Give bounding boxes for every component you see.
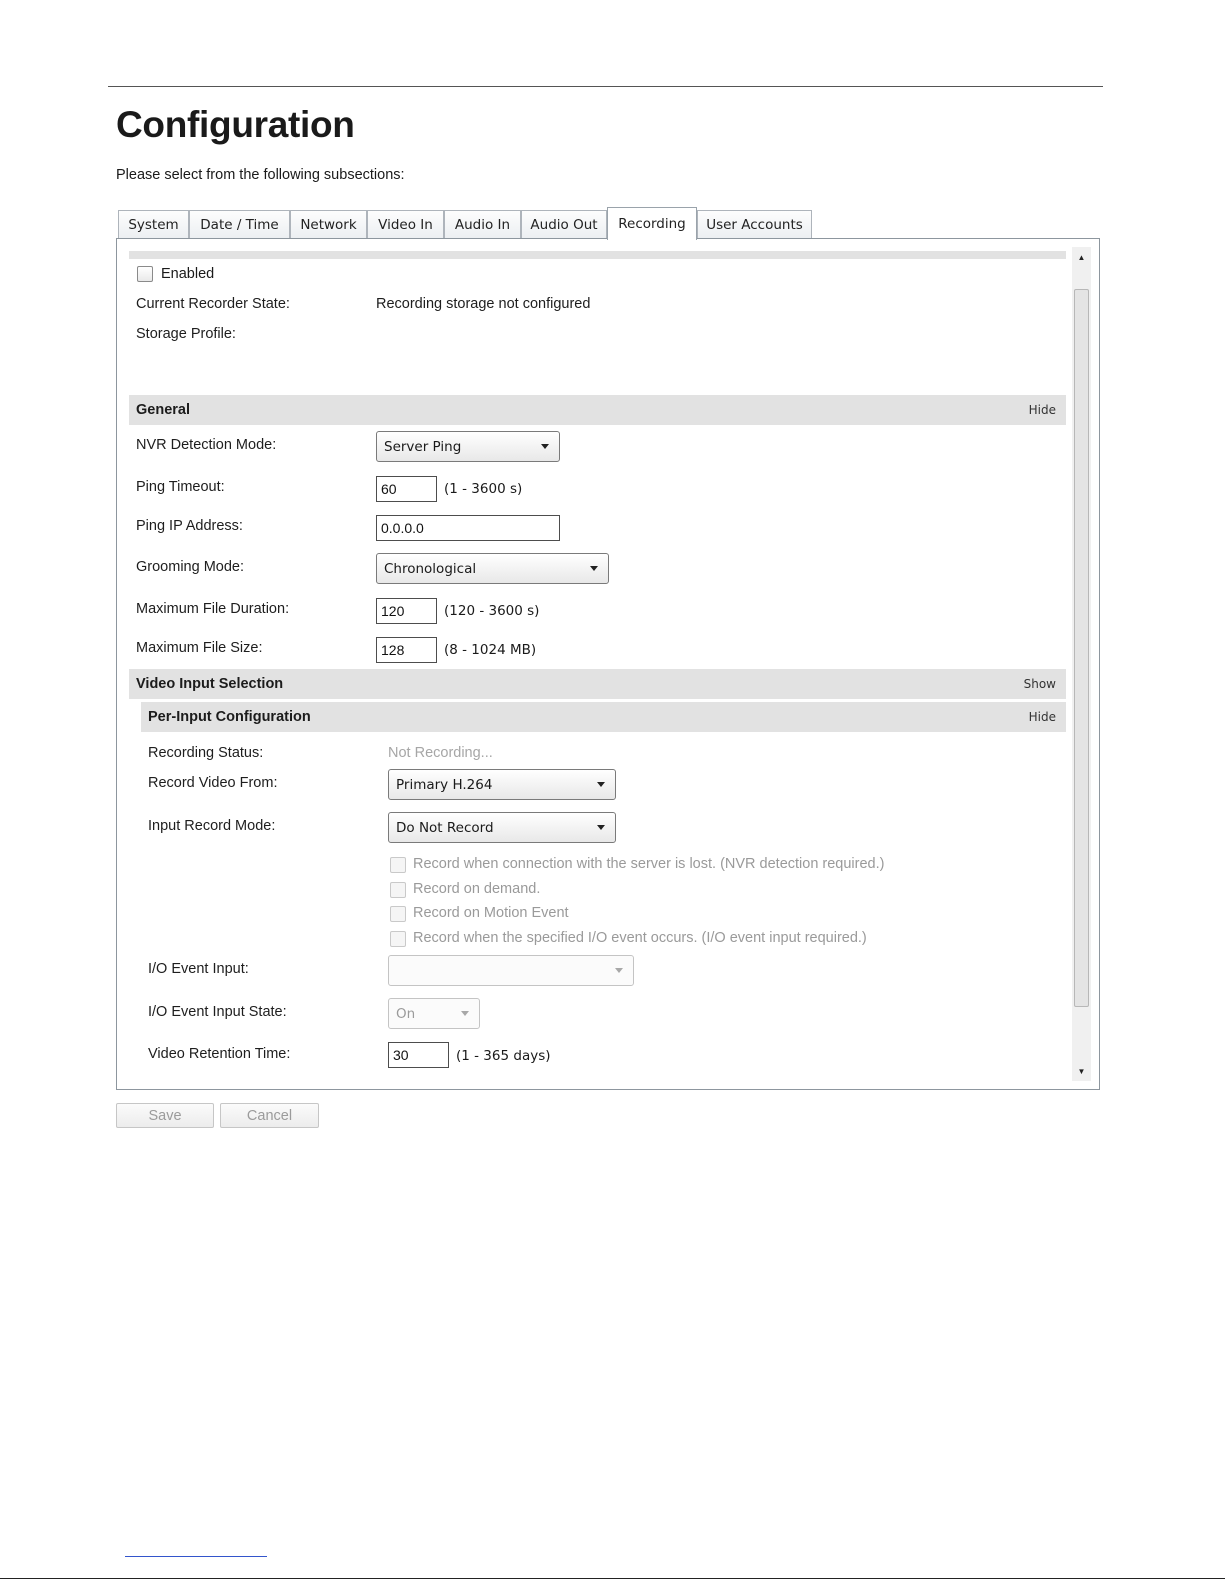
input-record-mode-label: Input Record Mode: <box>148 818 276 834</box>
per-input-hide-toggle[interactable]: Hide <box>1028 710 1056 724</box>
record-on-connection-lost-checkbox[interactable] <box>390 857 406 873</box>
page-title: Configuration <box>116 104 355 145</box>
scroll-down-icon[interactable]: ▼ <box>1077 1066 1086 1076</box>
chevron-down-icon <box>597 782 605 787</box>
io-event-input-label: I/O Event Input: <box>148 961 249 977</box>
retention-time-label: Video Retention Time: <box>148 1046 291 1062</box>
ping-timeout-input[interactable]: 60 <box>376 476 437 502</box>
enabled-label: Enabled <box>161 266 215 282</box>
footer-link-underline <box>125 1556 267 1557</box>
storage-profile-label: Storage Profile: <box>136 326 236 342</box>
io-event-state-label: I/O Event Input State: <box>148 1004 287 1020</box>
grooming-mode-label: Grooming Mode: <box>136 559 244 575</box>
chevron-down-icon <box>541 444 549 449</box>
general-hide-toggle[interactable]: Hide <box>1028 403 1056 417</box>
header-rule <box>108 86 1103 87</box>
page-subtitle: Please select from the following subsections: <box>116 167 405 183</box>
input-record-mode-select[interactable] <box>388 812 616 843</box>
enabled-checkbox[interactable] <box>137 266 153 282</box>
recording-form <box>129 251 1066 1081</box>
max-file-duration-input[interactable]: 120 <box>376 598 437 624</box>
video-input-section-header <box>129 669 1066 699</box>
record-on-motion-checkbox[interactable] <box>390 906 406 922</box>
retention-time-hint: (1 - 365 days) <box>456 1048 551 1064</box>
io-event-state-value: On <box>396 1006 416 1022</box>
general-section-title: General <box>136 402 190 418</box>
scrollbar-thumb[interactable] <box>1074 289 1089 1007</box>
video-input-section-title: Video Input Selection <box>136 676 284 692</box>
record-video-from-value: Primary H.264 <box>396 777 493 793</box>
record-on-io-event-label: Record when the specified I/O event occurs. (I/O event input required.) <box>413 930 867 946</box>
record-on-connection-lost-label: Record when connection with the server is lost. (NVR detection required.) <box>413 856 885 872</box>
chevron-down-icon <box>615 968 623 973</box>
record-video-from-label: Record Video From: <box>148 775 278 791</box>
recorder-state-value: Recording storage not configured <box>376 296 591 312</box>
nvr-detection-select[interactable] <box>376 431 560 462</box>
record-on-io-event-checkbox[interactable] <box>390 931 406 947</box>
grooming-mode-value: Chronological <box>384 561 477 577</box>
tab-video-in[interactable]: Video In <box>367 210 444 238</box>
input-record-mode-value: Do Not Record <box>396 820 494 836</box>
ping-timeout-hint: (1 - 3600 s) <box>444 481 523 497</box>
grooming-mode-select[interactable] <box>376 553 609 584</box>
tab-network[interactable]: Network <box>290 210 367 238</box>
panel-top-bar <box>129 251 1066 259</box>
max-file-size-label: Maximum File Size: <box>136 640 263 656</box>
tab-date-time[interactable]: Date / Time <box>189 210 290 238</box>
cancel-button[interactable]: Cancel <box>220 1103 319 1128</box>
scroll-up-icon[interactable]: ▲ <box>1077 252 1086 262</box>
record-on-demand-checkbox[interactable] <box>390 882 406 898</box>
tab-audio-out[interactable]: Audio Out <box>521 210 607 238</box>
per-input-section-header <box>141 702 1066 732</box>
recorder-state-label: Current Recorder State: <box>136 296 290 312</box>
recording-status-label: Recording Status: <box>148 745 264 761</box>
vertical-scrollbar[interactable] <box>1072 247 1091 1081</box>
per-input-section-title: Per-Input Configuration <box>148 709 311 725</box>
ping-ip-input[interactable]: 0.0.0.0 <box>376 515 560 541</box>
max-file-duration-label: Maximum File Duration: <box>136 601 290 617</box>
ping-timeout-label: Ping Timeout: <box>136 479 225 495</box>
io-event-state-select[interactable] <box>388 998 480 1029</box>
max-file-size-hint: (8 - 1024 MB) <box>444 642 537 658</box>
tab-system[interactable]: System <box>118 210 189 238</box>
record-video-from-select[interactable] <box>388 769 616 800</box>
max-file-size-input[interactable]: 128 <box>376 637 437 663</box>
chevron-down-icon <box>590 566 598 571</box>
footer-rule <box>0 1578 1225 1579</box>
ping-ip-label: Ping IP Address: <box>136 518 243 534</box>
recording-panel <box>116 238 1100 1090</box>
tab-recording[interactable]: Recording <box>607 207 697 240</box>
chevron-down-icon <box>461 1011 469 1016</box>
io-event-input-select[interactable] <box>388 955 634 986</box>
save-button[interactable]: Save <box>116 1103 214 1128</box>
retention-time-input[interactable]: 30 <box>388 1042 449 1068</box>
nvr-detection-value: Server Ping <box>384 439 462 455</box>
tab-audio-in[interactable]: Audio In <box>444 210 521 238</box>
max-file-duration-hint: (120 - 3600 s) <box>444 603 540 619</box>
record-on-motion-label: Record on Motion Event <box>413 905 569 921</box>
nvr-detection-label: NVR Detection Mode: <box>136 437 277 453</box>
tab-user-accounts[interactable]: User Accounts <box>697 210 812 238</box>
general-section-header <box>129 395 1066 425</box>
recording-status-value: Not Recording... <box>388 745 493 761</box>
record-on-demand-label: Record on demand. <box>413 881 541 897</box>
video-input-show-toggle[interactable]: Show <box>1023 677 1056 691</box>
chevron-down-icon <box>597 825 605 830</box>
